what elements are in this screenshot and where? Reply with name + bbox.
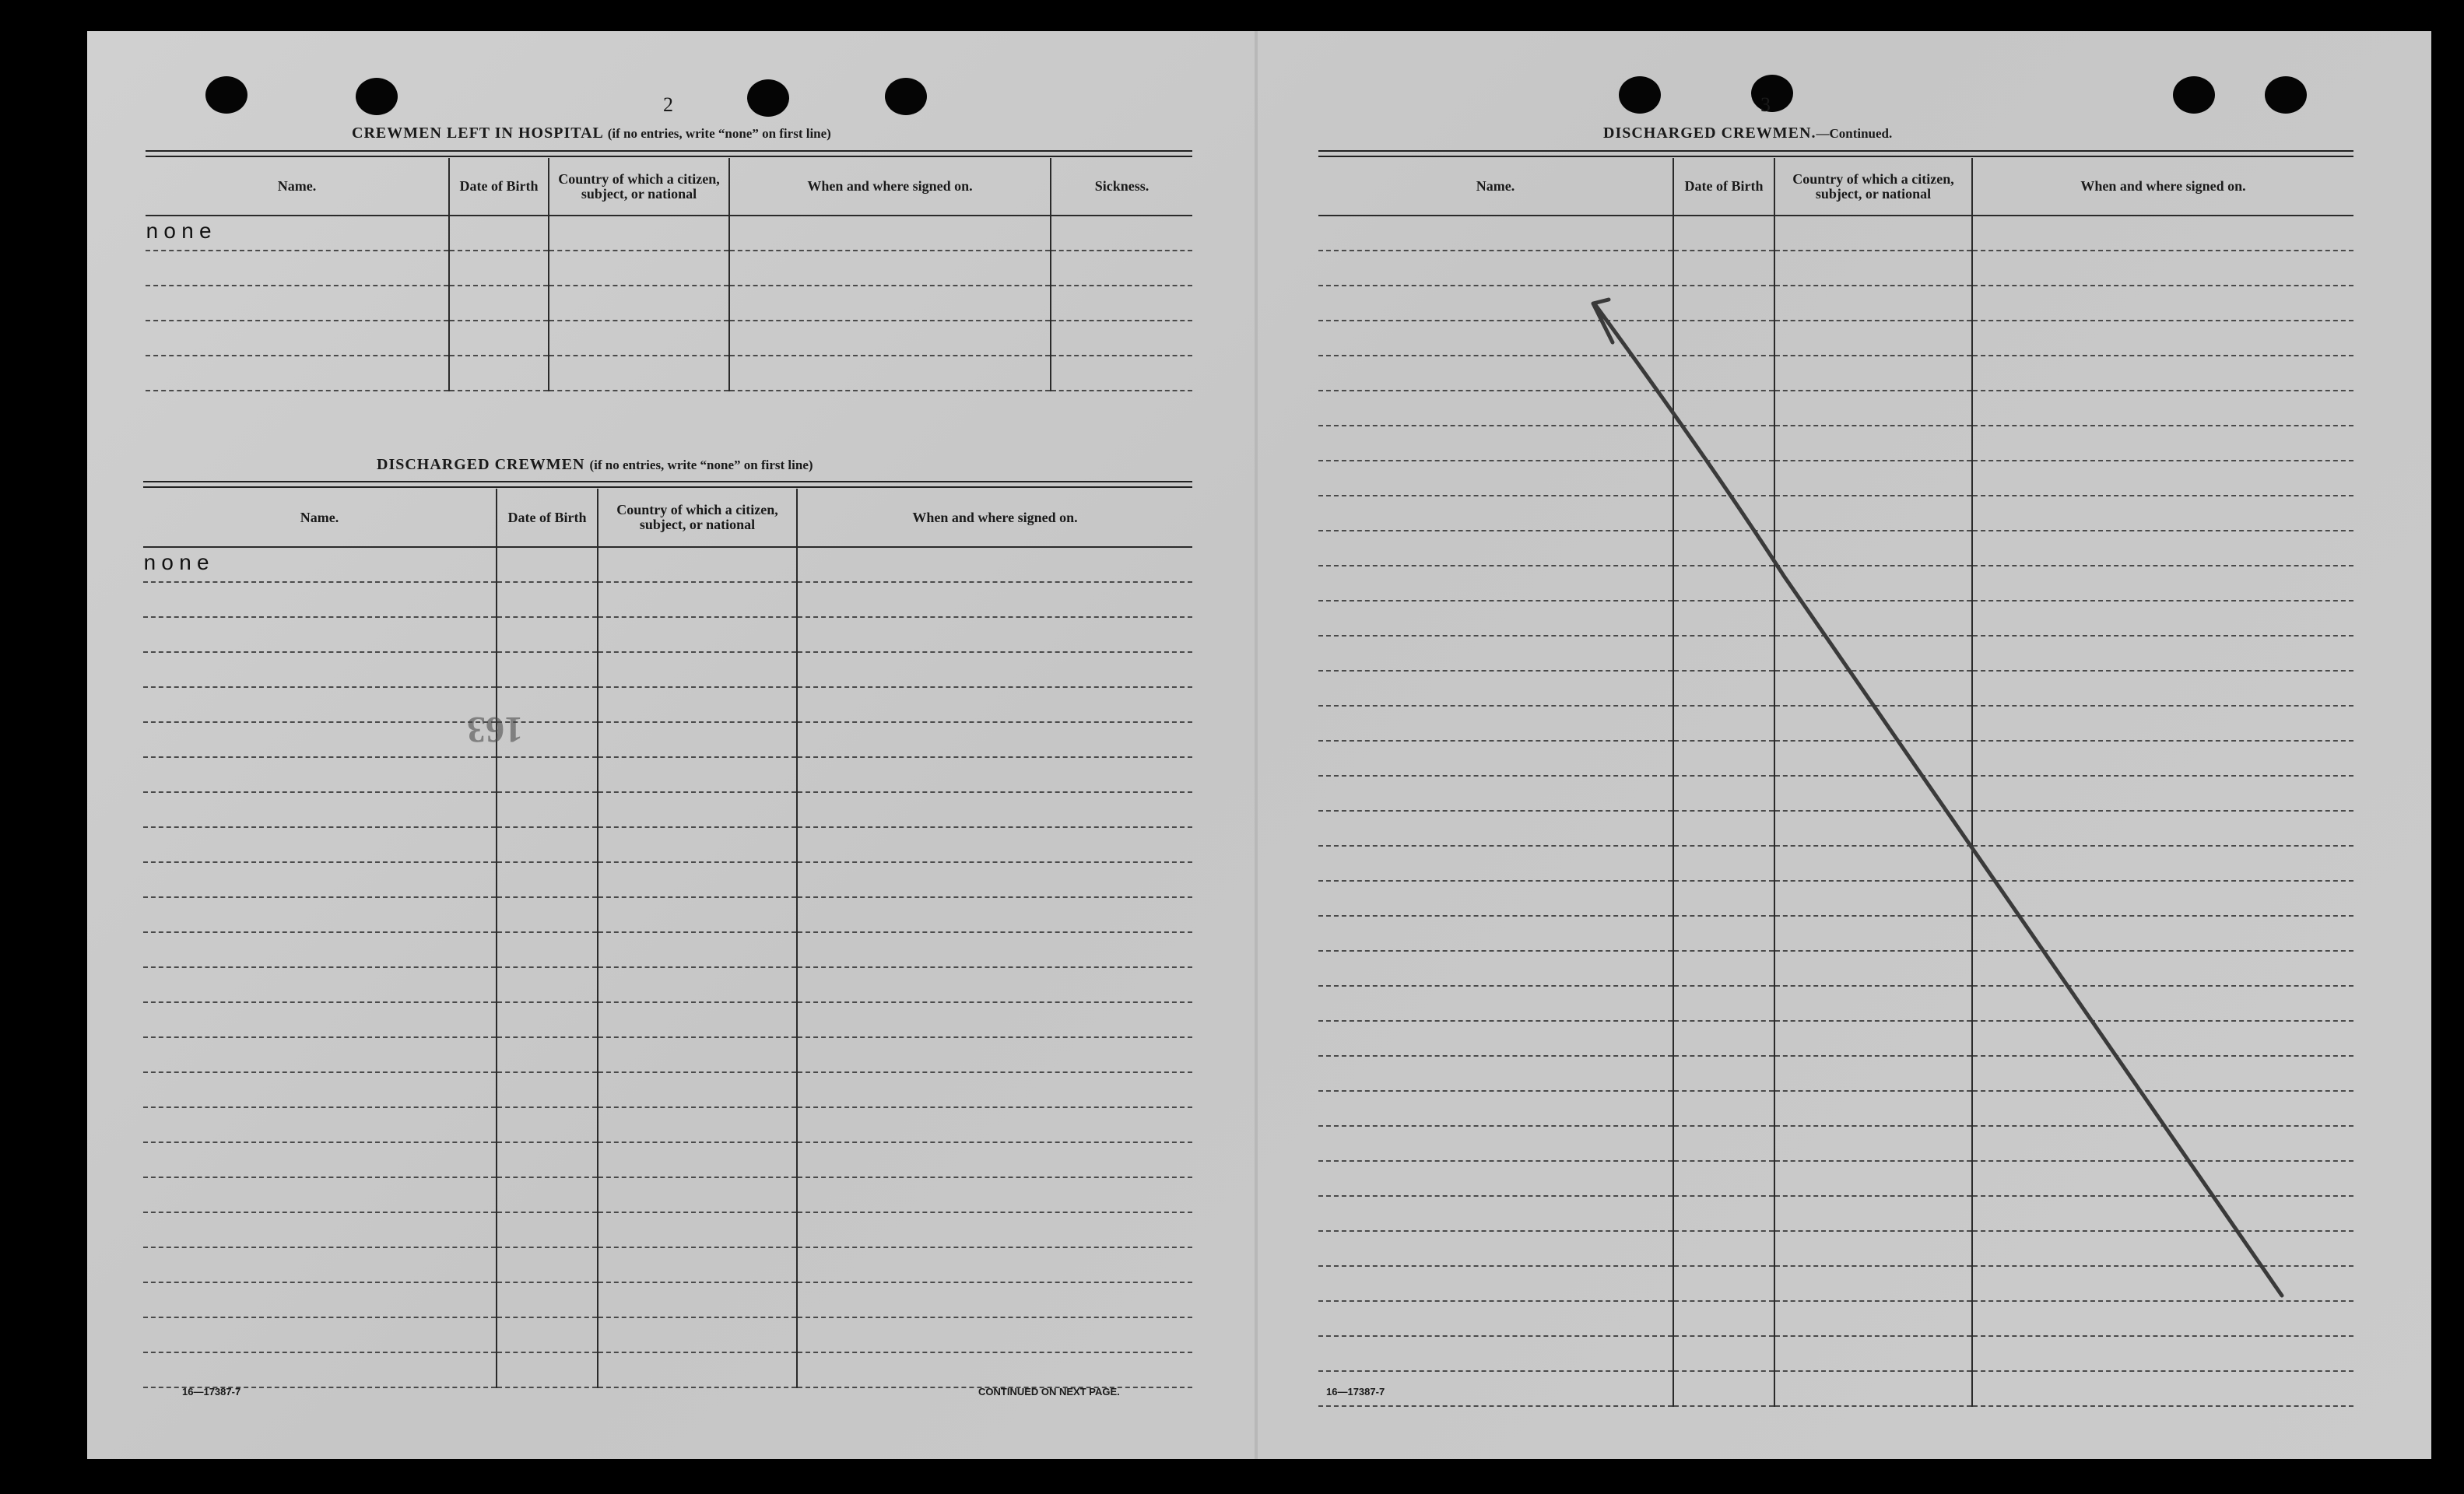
table-row (143, 1072, 1192, 1107)
table-row (143, 1282, 1192, 1317)
entry-name: none (146, 216, 449, 251)
right-title: DISCHARGED CREWMEN. (1603, 124, 1816, 142)
table-row (1318, 881, 2353, 916)
table-row (143, 722, 1192, 757)
table-row (1318, 1266, 2353, 1301)
col-name: Name. (146, 158, 449, 216)
table-row (146, 216, 1192, 251)
col-signed-on: When and where signed on. (797, 489, 1192, 547)
table-row (143, 1317, 1192, 1352)
col-country: Country of which a citizen, subject, or national (1774, 158, 1972, 216)
table-row (143, 1037, 1192, 1072)
form-number: 16—17387-7 (182, 1386, 241, 1398)
table-row (1318, 1126, 2353, 1161)
col-signed-on: When and where signed on. (729, 158, 1051, 216)
table-row (146, 321, 1192, 356)
table-row (143, 757, 1192, 792)
hospital-title: CREWMEN LEFT IN HOSPITAL (352, 124, 603, 142)
entry-name: none (143, 547, 497, 582)
table-row (1318, 916, 2353, 951)
table-row (1318, 286, 2353, 321)
table-row (1318, 951, 2353, 986)
right-top-rule (1318, 150, 2353, 157)
table-row (1318, 741, 2353, 776)
table-row (1318, 1091, 2353, 1126)
hospital-section-title (352, 124, 831, 142)
hospital-table (146, 158, 1192, 391)
table-row (1318, 1371, 2353, 1406)
right-title-suffix: —Continued. (1816, 126, 1893, 141)
table-row (1318, 321, 2353, 356)
col-date-of-birth: Date of Birth (449, 158, 549, 216)
table-row (1318, 251, 2353, 286)
col-country: Country of which a citizen, subject, or national (598, 489, 797, 547)
col-date-of-birth: Date of Birth (1673, 158, 1774, 216)
table-row (1318, 1056, 2353, 1091)
table-row (1318, 811, 2353, 846)
table-row (143, 897, 1192, 932)
left-page (87, 31, 1255, 1459)
table-row (1318, 846, 2353, 881)
table-row (143, 1212, 1192, 1247)
table-row (143, 617, 1192, 652)
table-row (143, 582, 1192, 617)
table-row (143, 547, 1192, 582)
table-row (1318, 776, 2353, 811)
table-row (1318, 1301, 2353, 1336)
col-name: Name. (1318, 158, 1673, 216)
discharged-section-title (377, 456, 813, 474)
col-sickness: Sickness. (1051, 158, 1192, 216)
document-sheet (87, 31, 2431, 1459)
table-row (1318, 1021, 2353, 1056)
right-page (1255, 31, 2431, 1459)
hospital-top-rule (146, 150, 1192, 157)
table-row (1318, 356, 2353, 391)
table-row (1318, 1196, 2353, 1231)
table-row (1318, 601, 2353, 636)
table-row (143, 1002, 1192, 1037)
table-row (143, 967, 1192, 1002)
table-row (1318, 636, 2353, 671)
table-row (1318, 391, 2353, 426)
col-signed-on: When and where signed on. (1972, 158, 2353, 216)
form-number: 16—17387-7 (1326, 1386, 1385, 1398)
stamped-number: 163 (467, 709, 523, 750)
right-section-title (1603, 124, 1892, 142)
right-table (1318, 158, 2353, 1407)
discharged-title: DISCHARGED CREWMEN (377, 456, 585, 473)
discharged-table (143, 489, 1192, 1388)
table-row (143, 862, 1192, 897)
table-row (1318, 986, 2353, 1021)
discharged-top-rule (143, 481, 1192, 488)
table-row (1318, 426, 2353, 461)
table-row (1318, 531, 2353, 566)
table-row (143, 1247, 1192, 1282)
table-row (1318, 1336, 2353, 1371)
hospital-rows (146, 216, 1192, 391)
col-name: Name. (143, 489, 497, 547)
table-row (1318, 706, 2353, 741)
table-row (143, 1177, 1192, 1212)
table-row (146, 251, 1192, 286)
table-row (1318, 1231, 2353, 1266)
page-number: 3 (1760, 93, 1771, 116)
col-country: Country of which a citizen, subject, or national (549, 158, 729, 216)
right-rows (1318, 216, 2353, 1406)
continued-note: CONTINUED ON NEXT PAGE. (978, 1386, 1120, 1398)
table-row (143, 1352, 1192, 1387)
table-row (143, 1107, 1192, 1142)
table-row (146, 356, 1192, 391)
table-row (1318, 566, 2353, 601)
table-row (143, 792, 1192, 827)
table-row (143, 1142, 1192, 1177)
table-row (1318, 216, 2353, 251)
table-row (146, 286, 1192, 321)
col-date-of-birth: Date of Birth (497, 489, 598, 547)
discharged-rows (143, 547, 1192, 1387)
discharged-note: (if no entries, write “none” on first line) (589, 458, 813, 472)
table-row (143, 827, 1192, 862)
table-row (143, 932, 1192, 967)
table-row (1318, 671, 2353, 706)
hospital-note: (if no entries, write “none” on first line) (607, 126, 831, 141)
table-row (1318, 1161, 2353, 1196)
table-row (143, 687, 1192, 722)
page-number: 2 (663, 93, 673, 116)
table-row (143, 652, 1192, 687)
table-row (1318, 496, 2353, 531)
table-row (1318, 461, 2353, 496)
